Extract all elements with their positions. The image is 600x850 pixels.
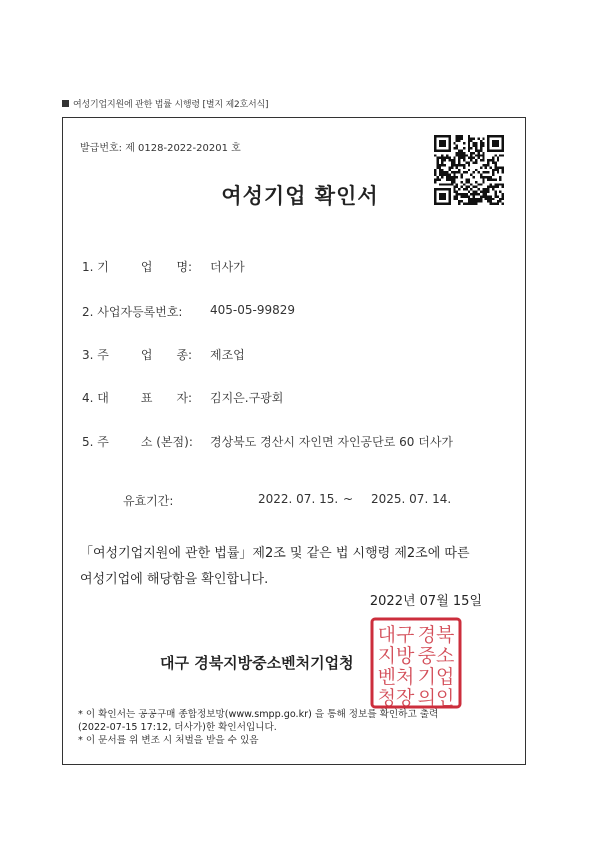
field-value-address: 경상북도 경산시 자인면 자인공단로 60 더사가 <box>210 435 453 449</box>
svg-text:벤처: 벤처 <box>377 666 415 688</box>
validity-separator: ~ <box>343 492 354 506</box>
validity-start-date: 2022. 07. 15. <box>258 492 339 506</box>
issue-date: 2022년 07월 15일 <box>369 594 482 609</box>
svg-text:청장: 청장 <box>377 687 415 709</box>
issue-number: 발급번호: 제 0128-2022-20201 호 <box>80 143 241 154</box>
note-line: * 이 확인서는 공공구매 종합정보망(www.smpp.go.kr) 을 통해 정보를 확인하고 출력 <box>78 709 439 720</box>
svg-text:중소: 중소 <box>417 645 455 667</box>
field-value-representative: 김지은.구광회 <box>210 391 284 405</box>
label-part: 소 (본점): <box>140 435 193 449</box>
label-part: 자: <box>176 391 193 405</box>
official-seal-icon <box>370 617 462 709</box>
label-part: 표 <box>140 391 153 405</box>
field-label-representative <box>82 389 192 406</box>
svg-text:지방: 지방 <box>377 645 415 667</box>
label-part: 4. 대 <box>82 391 109 405</box>
note-line: (2022-07-15 17:12, 더사가)한 확인서입니다. <box>78 722 277 733</box>
svg-text:의인: 의인 <box>417 687 455 709</box>
svg-text:대구: 대구 <box>377 624 415 646</box>
label-part: 명: <box>176 260 193 274</box>
label-part: 5. 주 <box>82 435 109 449</box>
document-title: 여성기업 확인서 <box>221 184 379 208</box>
label-part: 업 <box>140 348 153 362</box>
field-label-main-business <box>82 346 192 363</box>
field-value-business-number: 405-05-99829 <box>210 303 296 317</box>
field-label-company-name <box>82 258 192 275</box>
statement-line: 여성기업에 해당함을 확인합니다. <box>80 572 269 587</box>
field-value-main-business: 제조업 <box>210 348 245 362</box>
svg-text:경북: 경북 <box>417 624 455 646</box>
note-line: * 이 문서를 위 변조 시 처벌을 받을 수 있음 <box>78 735 259 746</box>
label-part: 1. 기 <box>82 260 109 274</box>
field-value-company-name: 더사가 <box>210 260 245 274</box>
field-label-business-number <box>82 303 182 320</box>
validity-end-date: 2025. 07. 14. <box>371 492 452 506</box>
field-label-address <box>82 433 193 450</box>
label-part: 3. 주 <box>82 348 109 362</box>
label-part: 2. 사업자등록번호: <box>82 305 183 319</box>
label-part: 업 <box>140 260 153 274</box>
footer-notes <box>78 708 523 747</box>
label-part: 종: <box>176 348 193 362</box>
validity-label: 유효기간: <box>123 494 174 508</box>
svg-text:기업: 기업 <box>417 666 455 688</box>
statement-line: 「여성기업지원에 관한 법률」제2조 및 같은 법 시행령 제2조에 따른 <box>80 546 470 561</box>
square-bullet-icon <box>62 100 69 107</box>
form-header <box>62 97 268 110</box>
issuing-authority: 대구 경북지방중소벤처기업청 <box>160 654 354 672</box>
confirmation-statement <box>80 541 510 593</box>
form-header-text: 여성기업지원에 관한 법률 시행령 [별지 제2호서식] <box>73 100 269 110</box>
